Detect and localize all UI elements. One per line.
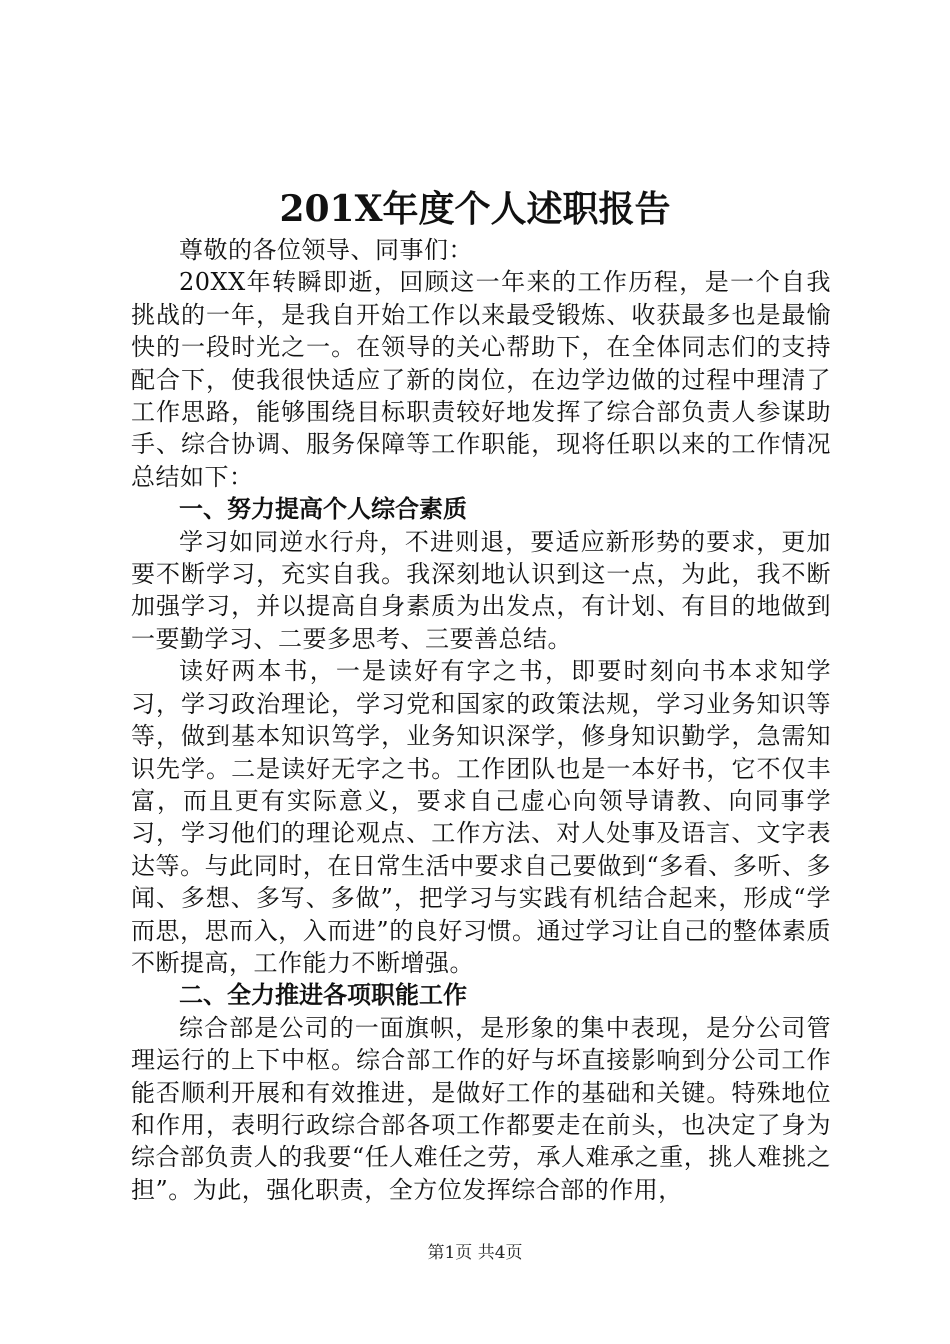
document-title: 201X年度个人述职报告 — [279, 188, 671, 230]
page-number-footer: 第1页 共4页 — [427, 1243, 523, 1263]
greeting: 尊敬的各位领导、同事们： — [179, 236, 473, 264]
paragraph-study: 学习如同逆水行舟，不进则退，要适应新形势的要求，更加要不断学习，充实自我。我深刻地认识到这一点，为此，我不断加强学习，并以提高自身素质为出发点，有计划、有目的地做到一要勤学习、二要多思考、三要善总结。 — [131, 527, 831, 653]
section-heading-2: 二、全力推进各项职能工作 — [179, 981, 467, 1010]
paragraph-department: 综合部是公司的一面旗帜，是形象的集中表现，是分公司管理运行的上下中枢。综合部工作的好与坏直接影响到分公司工作能否顺利开展和有效推进，是做好工作的基础和关键。特殊地位和作用，表明行政综合部各项工作都要走在前头，也决定了身为综合部负责人的我要“任人难任之劳，承人难承之重，挑人难挑之担”。为此，强化职责，全方位发挥综合部的作用， — [131, 1013, 831, 1204]
paragraph-intro: 20XX年转瞬即逝，回顾这一年来的工作历程，是一个自我挑战的一年，是我自开始工作以来最受锻炼、收获最多也是最愉快的一段时光之一。在领导的关心帮助下，在全体同志们的支持配合下，使我很快适应了新的岗位，在边学边做的过程中理清了工作思路，能够围绕目标职责较好地发挥了综合部负责人参谋助手、综合协调、服务保障等工作职能，现将任职以来的工作情况总结如下： — [131, 268, 831, 491]
paragraph-two-books: 读好两本书，一是读好有字之书，即要时刻向书本求知学习，学习政治理论，学习党和国家的政策法规，学习业务知识等等，做到基本知识笃学，业务知识深学，修身知识勤学，急需知识先学。二是读好无字之书。工作团队也是一本好书，它不仅丰富，而且更有实际意义，要求自己虚心向领导请教、向同事学习，学习他们的理论观点、工作方法、对人处事及语言、文字表达等。与此同时，在日常生活中要求自己要做到“多看、多听、多闻、多想、多写、多做”，把学习与实践有机结合起来，形成“学而思，思而入，入而进”的良好习惯。通过学习让自己的整体素质不断提高，工作能力不断增强。 — [131, 657, 831, 977]
section-heading-1: 一、努力提高个人综合素质 — [179, 495, 467, 524]
document-body — [131, 234, 831, 1206]
